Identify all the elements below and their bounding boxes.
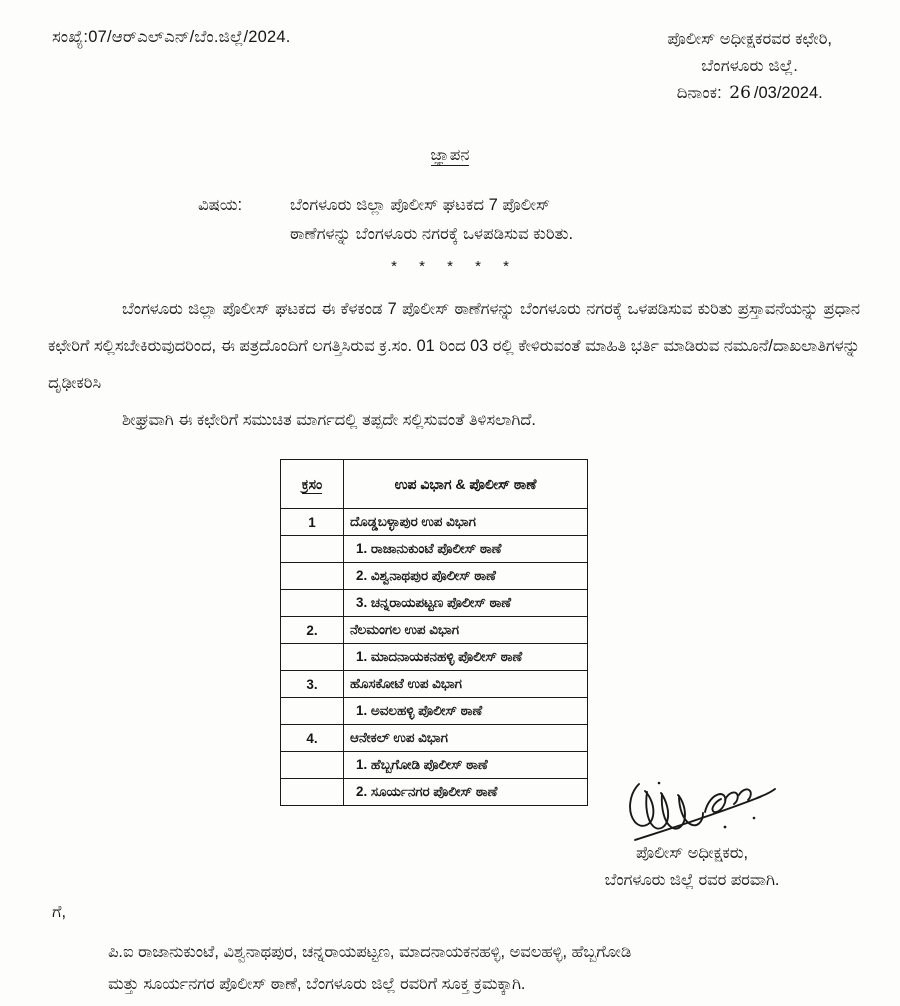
handwritten-signature-icon: [542, 778, 842, 844]
subject-label: ವಿಷಯ:: [198, 196, 243, 214]
page-title: ಜ್ಞಾಪನ: [430, 146, 470, 164]
recipients-list: [108, 937, 860, 1001]
signatory-on-behalf-of: ಬೆಂಗಳೂರು ಜಿಲ್ಲೆ ರವರ ಪರವಾಗಿ.: [604, 871, 780, 890]
table-row: [281, 725, 588, 752]
table-row: [281, 590, 588, 617]
office-district: ಬೆಂಗಳೂರು ಜಿಲ್ಲೆ.: [701, 56, 799, 75]
cell-serial: [281, 644, 344, 671]
cell-serial: 2.: [281, 617, 344, 644]
cell-station-name: 2. ವಿಶ್ವನಾಥಪುರ ಪೊಲೀಸ್ ಠಾಣೆ: [344, 563, 588, 590]
subject-first-row: [198, 191, 573, 220]
cell-station-name: 2. ಸೂರ್ಯನಗರ ಪೊಲೀಸ್ ಠಾಣೆ: [344, 779, 588, 806]
table-body: [281, 460, 588, 806]
cell-serial: 4.: [281, 725, 344, 752]
office-name: ಪೊಲೀಸ್ ಅಧೀಕ್ಷಕರವರ ಕಛೇರಿ,: [667, 30, 832, 48]
reference-number: ಸಂಖ್ಯೆ:07/ಆರ್‌ಎಲ್‌ಎನ್‌/ಬೆಂ.ಜಿಲ್ಲೆ/2024.: [52, 28, 291, 46]
subject-block: [198, 191, 573, 250]
table-row: [281, 563, 588, 590]
cell-station-name: 3. ಚನ್ನರಾಯಪಟ್ಟಣ ಪೊಲೀಸ್ ಠಾಣೆ: [344, 590, 588, 617]
cell-serial: 3.: [281, 671, 344, 698]
body-paragraph: [48, 291, 860, 440]
table-row: [281, 698, 588, 725]
cell-serial: [281, 590, 344, 617]
recipients-line-2: ಮತ್ತು ಸೂರ್ಯನಗರ ಪೊಲೀಸ್ ಠಾಣೆ, ಬೆಂಗಳೂರು ಜಿಲ್ಲೆ ರವರಿಗೆ ಸೂಕ್ತ ಕ್ರಮಕ್ಕಾಗಿ.: [108, 974, 526, 993]
table-header-row: [281, 460, 588, 509]
table-row: [281, 752, 588, 779]
recipients-line-1: ಪಿ.ಐ ರಾಜಾನುಕುಂಟೆ, ವಿಶ್ವನಾಥಪುರ, ಚನ್ನರಾಯಪಟ್ಟಣ, ಮಾದನಾಯಕನಹಳ್ಳಿ, ಅವಲಹಳ್ಳಿ, ಹೆಬ್ಬಗೋಡಿ: [108, 943, 632, 961]
document-date: [667, 80, 832, 108]
table-row: [281, 536, 588, 563]
cell-serial: [281, 563, 344, 590]
cell-division-name: ಆನೇಕಲ್ ಉಪ ವಿಭಾಗ: [344, 725, 588, 752]
police-station-table: [280, 459, 588, 806]
issuing-office-block: [667, 26, 832, 108]
signatory-designation: ಪೊಲೀಸ್ ಅಧೀಕ್ಷಕರು,: [635, 844, 749, 862]
cell-station-name: 1. ಮಾದನಾಯಕನಹಳ್ಳಿ ಪೊಲೀಸ್ ಠಾಣೆ: [344, 644, 588, 671]
cell-station-name: 1. ರಾಜಾನುಕುಂಟೆ ಪೊಲೀಸ್ ಠಾಣೆ: [344, 536, 588, 563]
date-label: ದಿನಾಂಕ:: [676, 84, 722, 103]
cell-station-name: 1. ಅವಲಹಳ್ಳಿ ಪೊಲೀಸ್ ಠಾಣೆ: [344, 698, 588, 725]
cell-division-name: ನೆಲಮಂಗಲ ಉಪ ವಿಭಾಗ: [344, 617, 588, 644]
section-separator: * * * * *: [391, 258, 518, 275]
body-paragraph-last-line: ಶೀಘ್ರವಾಗಿ ಈ ಕಛೇರಿಗೆ ಸಮುಚಿತ ಮಾರ್ಗದಲ್ಲಿ ತಪ್ಪದೇ ಸಲ್ಲಿಸುವಂತೆ ತಿಳಿಸಲಾಗಿದೆ.: [122, 411, 536, 430]
cell-serial: [281, 698, 344, 725]
cell-division-name: ಹೊಸಕೋಟೆ ಉಪ ವಿಭಾಗ: [344, 671, 588, 698]
date-day-handwritten: 26: [729, 83, 751, 104]
signature-block: [542, 778, 842, 894]
table-row: [281, 671, 588, 698]
date-month-year: /03/2024.: [753, 84, 823, 103]
table-row: [281, 644, 588, 671]
subject-line-2: ಠಾಣೆಗಳನ್ನು ಬೆಂಗಳೂರು ನಗರಕ್ಕೆ ಒಳಪಡಿಸುವ ಕುರಿತು.: [290, 225, 574, 244]
cell-serial: [281, 536, 344, 563]
cell-station-name: 1. ಹೆಬ್ಬಗೋಡಿ ಪೊಲೀಸ್ ಠಾಣೆ: [344, 752, 588, 779]
cell-serial: [281, 779, 344, 806]
subject-line-1: ಬೆಂಗಳೂರು ಜಿಲ್ಲಾ ಪೊಲೀಸ್ ಘಟಕದ 7 ಪೊಲೀಸ್: [290, 196, 551, 214]
cell-division-name: ದೊಡ್ಡಬಳ್ಳಾಪುರ ಉಪ ವಿಭಾಗ: [344, 509, 588, 536]
to-label: ಗೆ,: [52, 903, 66, 921]
cell-serial: 1: [281, 509, 344, 536]
table-row: [281, 617, 588, 644]
cell-serial: [281, 752, 344, 779]
body-paragraph-text: ಬೆಂಗಳೂರು ಜಿಲ್ಲಾ ಪೊಲೀಸ್ ಘಟಕದ ಈ ಕೆಳಕಂಡ 7 ಪೊಲೀಸ್ ಠಾಣೆಗಳನ್ನು ಬೆಂಗಳೂರು ನಗರಕ್ಕೆ ಒಳಪಡಿಸುವ ಕುರಿತು ಪ್ರಸ್ತಾವನೆಯನ್ನು ಪ್ರಧಾನ ಕಛೇರಿಗೆ ಸಲ್ಲಿಸಬೇಕಿರುವುದರಿಂದ, ಈ ಪತ್ರದೊಂದಿಗೆ ಲಗತ್ತಿಸಿರುವ ಕ್ರ.ಸಂ. 01 ರಿಂದ 03 ರಲ್ಲಿ ಕೇಳಿರುವಂತೆ ಮಾಹಿತಿ ಭರ್ತಿ ಮಾಡಿರುವ ನಮೂನೆ/ದಾಖಲಾತಿಗಳನ್ನು ದೃಢೀಕರಿಸಿ: [48, 300, 860, 393]
header-cell-division-station: ಉಪ ವಿಭಾಗ & ಪೊಲೀಸ್ ಠಾಣೆ: [344, 460, 588, 509]
header-cell-serial: ಕ್ರಸಂ: [281, 460, 344, 509]
table-row: [281, 509, 588, 536]
